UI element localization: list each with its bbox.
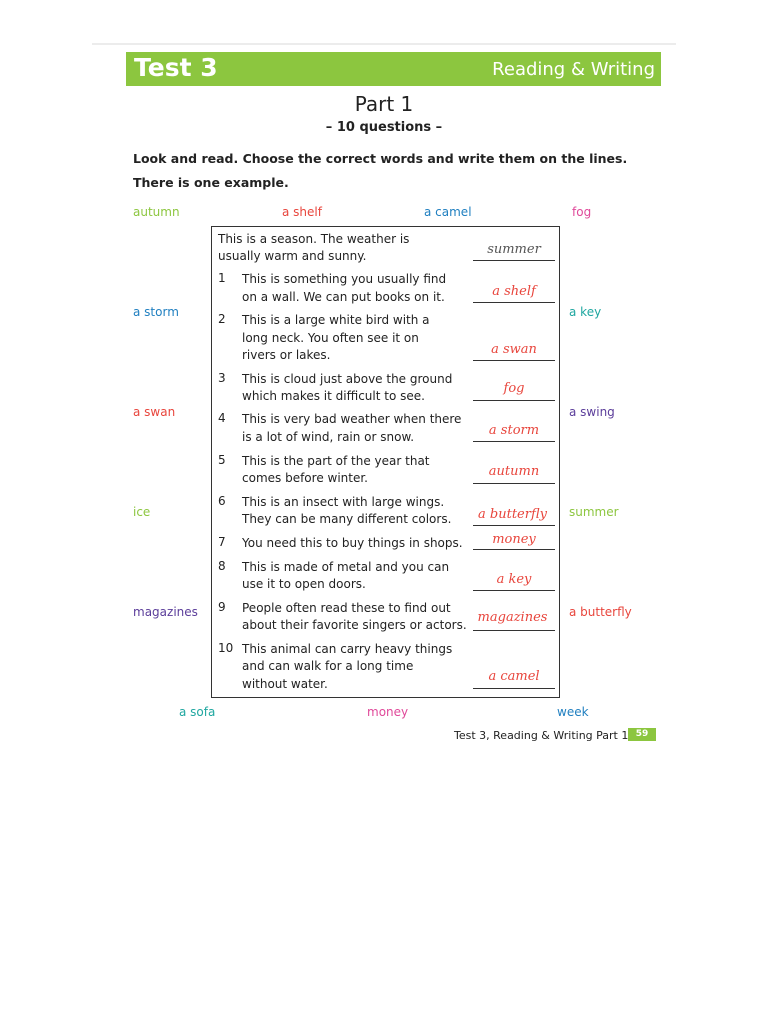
answer-5[interactable]: autumn xyxy=(488,464,540,479)
question-number: 6 xyxy=(218,494,226,508)
question-number: 3 xyxy=(218,371,226,385)
test-banner xyxy=(126,52,661,86)
answer-line xyxy=(473,483,555,484)
answer-line xyxy=(473,360,555,361)
page-number: 59 xyxy=(628,728,656,741)
word-a-storm: a storm xyxy=(133,305,179,319)
question-number: 7 xyxy=(218,535,226,549)
question-10-line-2: and can walk for a long time xyxy=(242,659,414,673)
question-5-line-1: This is the part of the year that xyxy=(242,454,430,468)
question-8-line-2: use it to open doors. xyxy=(242,577,366,591)
answer-2[interactable]: a swan xyxy=(491,342,537,357)
question-number: 2 xyxy=(218,312,226,326)
word-a-shelf: a shelf xyxy=(282,205,322,219)
example-answer: summer xyxy=(487,242,541,257)
question-10-line-1: This animal can carry heavy things xyxy=(242,642,453,656)
question-3-line-2: which makes it difficult to see. xyxy=(242,389,425,403)
question-number: 4 xyxy=(218,411,226,425)
question-6-line-1: This is an insect with large wings. xyxy=(242,495,445,509)
answer-10[interactable]: a camel xyxy=(488,669,540,684)
word-ice: ice xyxy=(133,505,151,519)
question-2-line-3: rivers or lakes. xyxy=(242,348,331,362)
answer-line xyxy=(473,549,555,550)
question-5-line-2: comes before winter. xyxy=(242,471,368,485)
question-7-line-1: You need this to buy things in shops. xyxy=(242,536,463,550)
answer-line xyxy=(473,441,555,442)
question-3-line-1: This is cloud just above the ground xyxy=(242,372,453,386)
word-fog: fog xyxy=(572,205,592,219)
instructions-line-1: Look and read. Choose the correct words and write them on the lines. xyxy=(133,151,628,166)
example-line-2: usually warm and sunny. xyxy=(218,249,367,263)
word-a-swan: a swan xyxy=(133,405,176,419)
question-2-line-1: This is a large white bird with a xyxy=(242,313,430,327)
question-number: 9 xyxy=(218,600,226,614)
answer-line xyxy=(473,590,555,591)
answer-line xyxy=(473,400,555,401)
answer-3[interactable]: fog xyxy=(503,381,525,396)
test-title: Test 3 xyxy=(134,53,218,82)
question-6-line-2: They can be many different colors. xyxy=(242,512,452,526)
word-a-sofa: a sofa xyxy=(179,705,216,719)
question-number: 8 xyxy=(218,559,226,573)
question-number: 10 xyxy=(218,641,234,655)
answer-line xyxy=(473,630,555,631)
answer-line xyxy=(473,260,555,261)
question-9-line-1: People often read these to find out xyxy=(242,601,451,615)
question-1-line-2: on a wall. We can put books on it. xyxy=(242,290,445,304)
question-number: 5 xyxy=(218,453,226,467)
word-autumn: autumn xyxy=(133,205,180,219)
answer-9[interactable]: magazines xyxy=(477,610,548,625)
answer-4[interactable]: a storm xyxy=(488,423,540,438)
question-8-line-1: This is made of metal and you can xyxy=(242,560,450,574)
question-9-line-2: about their favorite singers or actors. xyxy=(242,618,467,632)
question-4-line-2: is a lot of wind, rain or snow. xyxy=(242,430,415,444)
question-number: 1 xyxy=(218,271,226,285)
question-1-line-1: This is something you usually find xyxy=(242,272,447,286)
word-a-camel: a camel xyxy=(424,205,472,219)
answer-6[interactable]: a butterfly xyxy=(478,507,547,522)
instructions-line-2: There is one example. xyxy=(133,175,289,190)
answer-line xyxy=(473,302,555,303)
word-week: week xyxy=(557,705,589,719)
word-money: money xyxy=(367,705,409,719)
answer-line xyxy=(473,688,555,689)
answer-8[interactable]: a key xyxy=(496,572,532,587)
word-a-butterfly: a butterfly xyxy=(569,605,632,619)
top-divider xyxy=(92,43,676,45)
answer-1[interactable]: a shelf xyxy=(492,284,536,299)
example-line-1: This is a season. The weather is xyxy=(218,232,410,246)
section-title: Reading & Writing xyxy=(492,59,655,80)
word-a-swing: a swing xyxy=(569,405,615,419)
page-footer: Test 3, Reading & Writing Part 1 xyxy=(454,729,629,742)
part-title: Part 1 xyxy=(354,92,414,116)
question-2-line-2: long neck. You often see it on xyxy=(242,331,419,345)
word-magazines: magazines xyxy=(133,605,198,619)
word-summer: summer xyxy=(569,505,619,519)
question-4-line-1: This is very bad weather when there xyxy=(242,412,462,426)
answer-7[interactable]: money xyxy=(492,532,536,547)
answer-line xyxy=(473,525,555,526)
word-a-key: a key xyxy=(569,305,602,319)
part-subtitle: – 10 questions – xyxy=(325,120,443,135)
question-10-line-3: without water. xyxy=(242,677,328,691)
